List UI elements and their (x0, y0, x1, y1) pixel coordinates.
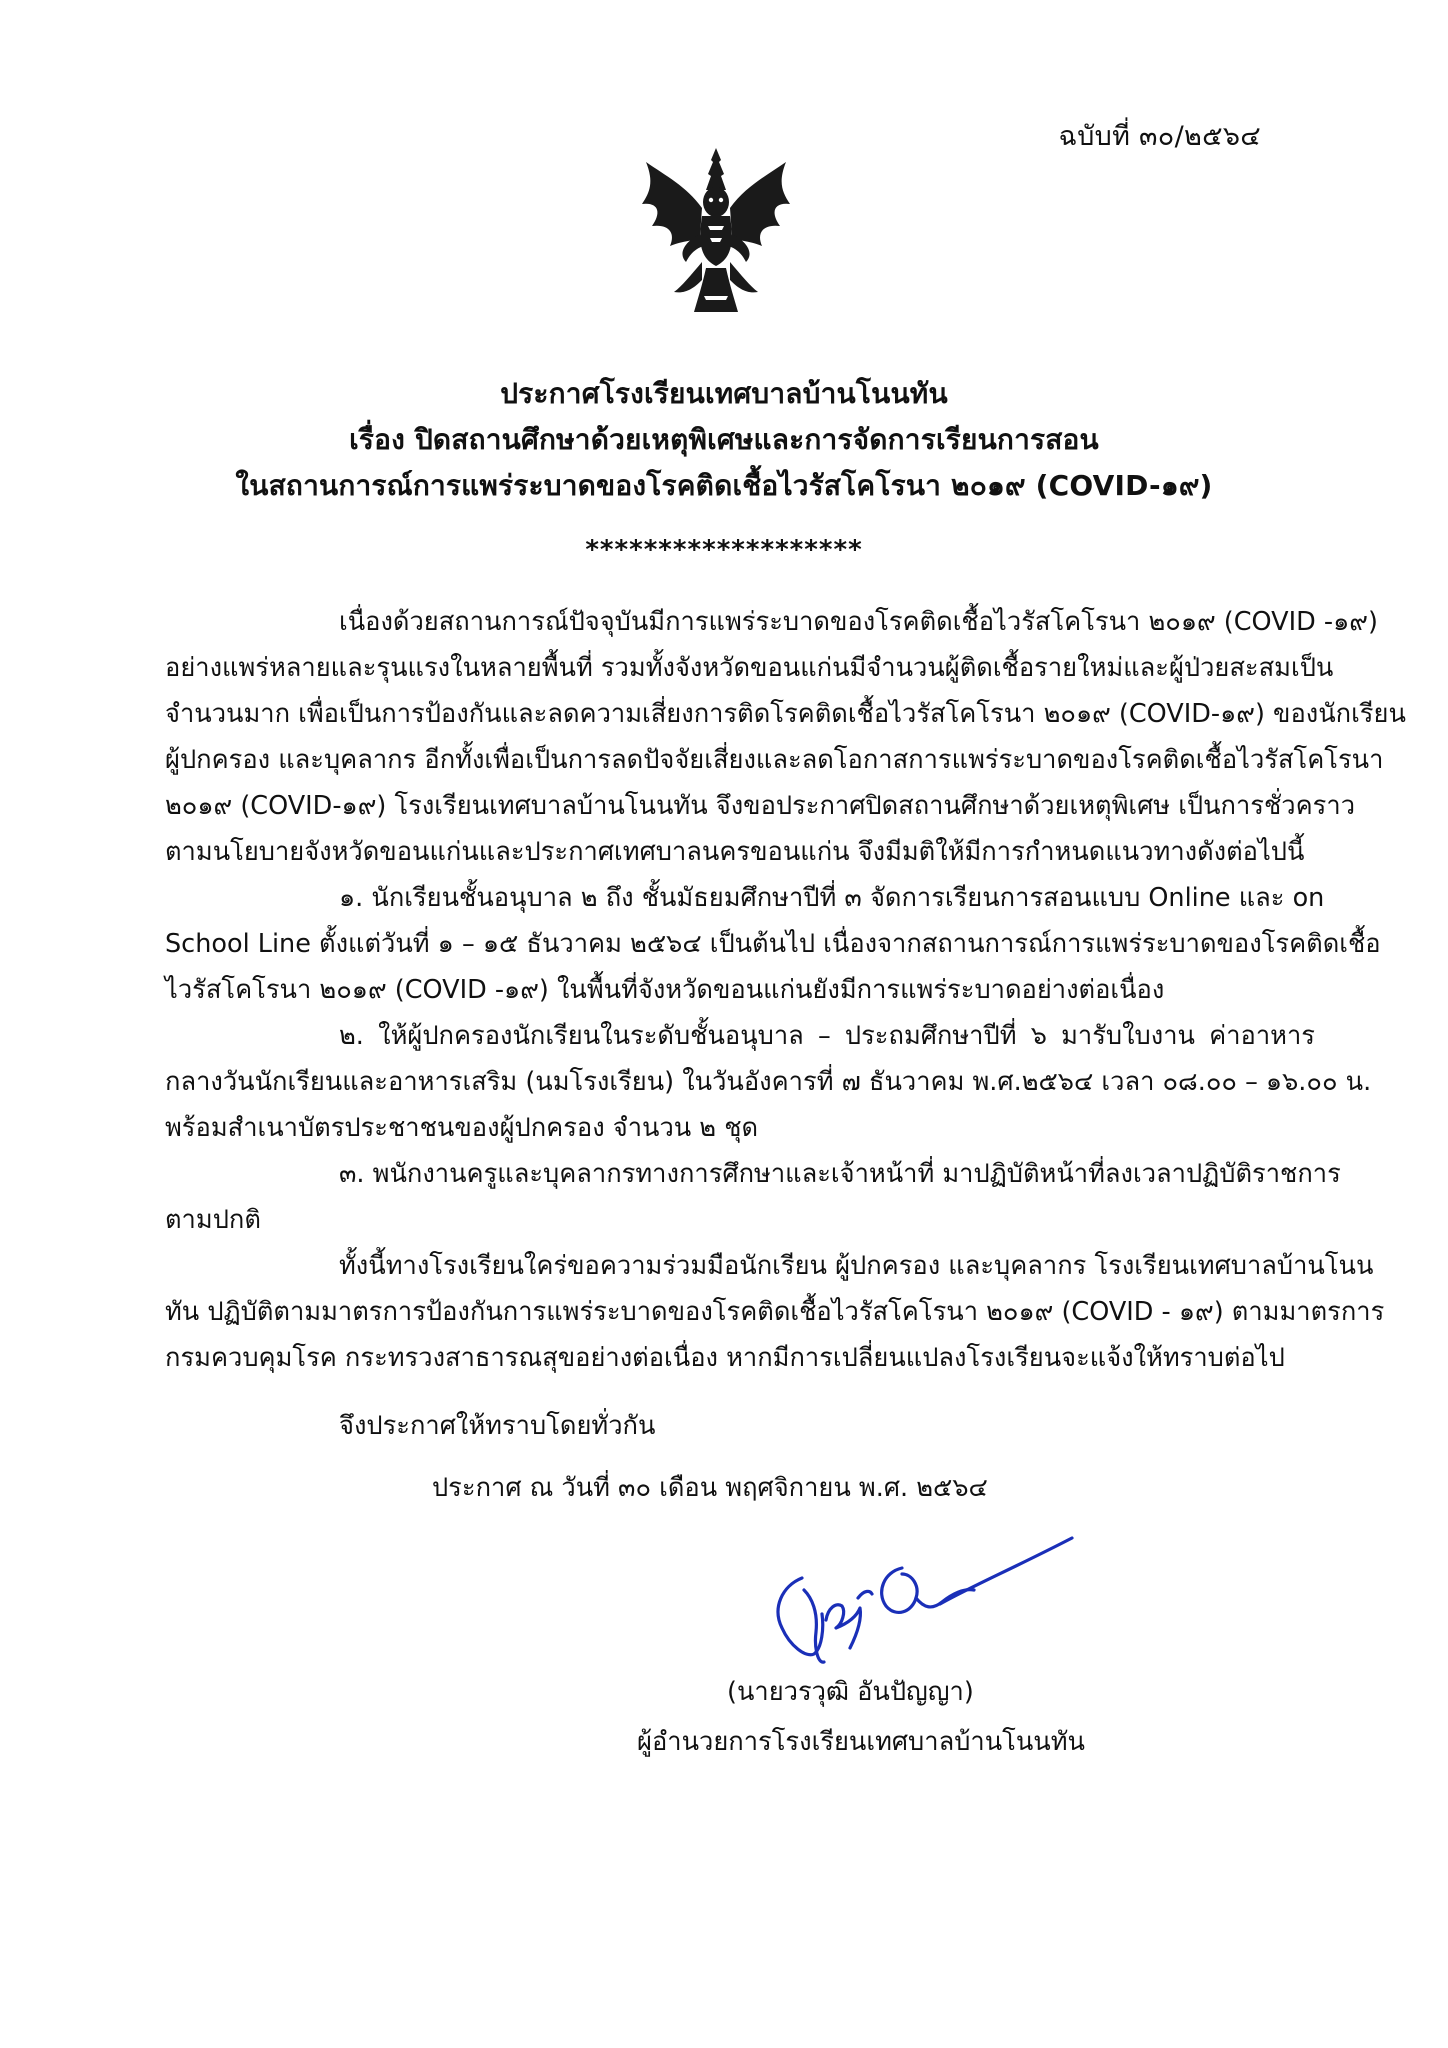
item-3-line: ตามปกติ (165, 1205, 261, 1235)
announcement-title: ประกาศโรงเรียนเทศบาลบ้านโนนทัน (500, 377, 948, 410)
intro-line: ตามนโยบายจังหวัดขอนแก่นและประกาศเทศบาลนครขอนแก่น จึงมีมติให้มีการกำหนดแนวทางดังต่อไปนี้ (165, 837, 1305, 867)
item-2-line: กลางวันนักเรียนและอาหารเสริม (นมโรงเรียน) ในวันอังคารที่ ๗ ธันวาคม พ.ศ.๒๕๖๔ เวลา ๐๘.๐๐ – ๑๖.๐๐ น. (165, 1067, 1372, 1097)
item-1-line: ไวรัสโคโรนา ๒๐๑๙ (COVID -๑๙) ในพื้นที่จังหวัดขอนแก่นยังมีการแพร่ระบาดอย่างต่อเนื่อง (165, 975, 1165, 1005)
intro-line: ๒๐๑๙ (COVID-๑๙) โรงเรียนเทศบาลบ้านโนนทัน จึงขอประกาศปิดสถานศึกษาด้วยเหตุพิเศษ เป็นการชั่วคราว (165, 791, 1356, 821)
intro-line: เนื่องด้วยสถานการณ์ปัจจุบันมีการแพร่ระบาดของโรคติดเชื้อไวรัสโคโรนา ๒๐๑๙ (COVID -๑๙) (339, 607, 1378, 637)
separator: ******************* (585, 535, 863, 565)
announcement-context: ในสถานการณ์การแพร่ระบาดของโรคติดเชื้อไวรัสโคโรนา ๒๐๑๙ (COVID-๑๙) (235, 469, 1213, 502)
item-3-line: ๓. พนักงานครูและบุคลากรทางการศึกษาและเจ้าหน้าที่ มาปฏิบัติหน้าที่ลงเวลาปฏิบัติราชการ (339, 1159, 1341, 1189)
intro-line: จำนวนมาก เพื่อเป็นการป้องกันและลดความเสี่ยงการติดโรคติดเชื้อไวรัสโคโรนา ๒๐๑๙ (COVID-๑๙) ของนักเรียน (165, 699, 1406, 729)
closing-line: ทัน ปฏิบัติตามมาตรการป้องกันการแพร่ระบาดของโรคติดเชื้อไวรัสโคโรนา ๒๐๑๙ (COVID - ๑๙) ตามมาตรการ (165, 1297, 1385, 1327)
signature-stroke (778, 1538, 1072, 1662)
signer-position: ผู้อำนวยการโรงเรียนเทศบาลบ้านโนนทัน (637, 1727, 1085, 1757)
signer-name: (นายวรวุฒิ อันปัญญา) (727, 1677, 974, 1707)
signature-icon (752, 1528, 1092, 1688)
intro-line: ผู้ปกครอง และบุคลากร อีกทั้งเพื่อเป็นการลดปัจจัยเสี่ยงและลดโอกาสการแพร่ระบาดของโรคติดเชื้อไวรัสโคโรนา (165, 745, 1384, 775)
date-line: ประกาศ ณ วันที่ ๓๐ เดือน พฤศจิกายน พ.ศ. ๒๕๖๔ (432, 1473, 988, 1503)
closing-line: กรมควบคุมโรค กระทรวงสาธารณสุขอย่างต่อเนื่อง หากมีการเปลี่ยนแปลงโรงเรียนจะแจ้งให้ทราบต่อไป (165, 1343, 1285, 1373)
closing-line: ทั้งนี้ทางโรงเรียนใคร่ขอความร่วมมือนักเรียน ผู้ปกครอง และบุคลากร โรงเรียนเทศบาลบ้านโนน (339, 1251, 1374, 1281)
intro-line: อย่างแพร่หลายและรุนแรงในหลายพื้นที่ รวมทั้งจังหวัดขอนแก่นมีจำนวนผู้ติดเชื้อรายใหม่และผู้ป่วยสะสมเป็น (165, 653, 1334, 683)
announcement-subject: เรื่อง ปิดสถานศึกษาด้วยเหตุพิเศษและการจัดการเรียนการสอน (349, 423, 1099, 456)
item-1-line: School Line ตั้งแต่วันที่ ๑ – ๑๕ ธันวาคม ๒๕๖๔ เป็นต้นไป เนื่องจากสถานการณ์การแพร่ระบาดของโรคติดเชื้อ (165, 929, 1381, 959)
announce-line: จึงประกาศให้ทราบโดยทั่วกัน (339, 1411, 656, 1441)
garuda-emblem-icon (636, 146, 796, 314)
document-number: ฉบับที่ ๓๐/๒๕๖๔ (1058, 121, 1261, 152)
item-2-line: ๒. ให้ผู้ปกครองนักเรียนในระดับชั้นอนุบาล – ประถมศึกษาปีที่ ๖ มารับใบงาน ค่าอาหาร (339, 1021, 1315, 1051)
item-2-line: พร้อมสำเนาบัตรประชาชนของผู้ปกครอง จำนวน ๒ ชุด (165, 1113, 759, 1143)
item-1-line: ๑. นักเรียนชั้นอนุบาล ๒ ถึง ชั้นมัธยมศึกษาปีที่ ๓ จัดการเรียนการสอนแบบ Online และ on (339, 883, 1325, 913)
